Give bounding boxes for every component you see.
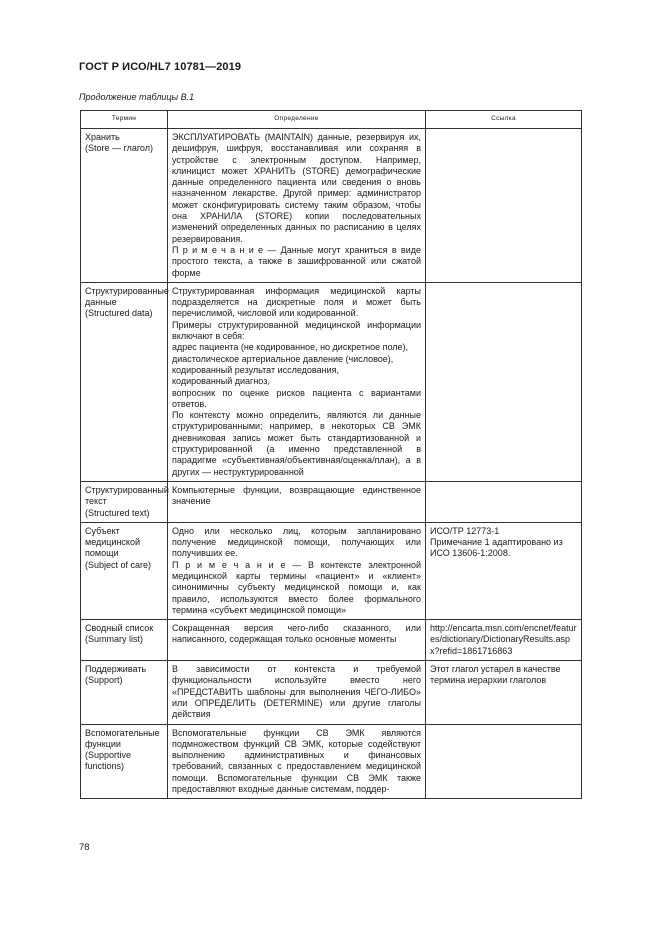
- term-cell: Структурированные данные (Structured data): [81, 282, 168, 481]
- definition-paragraph: По контексту можно определить, являются ли данные структурированными; например, в некоторых СВ ЭМК дневниковая запись может быть стандартизованной и структурированной (а именно представленной в парадигме «субъективная/объективная/оценка/план), а в других — неструктурированной: [172, 410, 421, 477]
- reference-cell: http://encarta.msn.com/encnet/features/dictionary/DictionaryResults.aspx?refid=1861716863: [426, 620, 582, 661]
- definition-paragraph: кодированный результат исследования,: [172, 364, 339, 375]
- definition-paragraph: ЭКСПЛУАТИРОВАТЬ (MAINTAIN) данные, резервируя их, дешифруя, шифруя, восстанавливая или сохраняя в устройстве с электронным доступом. Например, клиницист может ХРАНИТЬ (STORE) демографические данные определенного пациента или сведения о вновь назначенном лекарстве. Другой пример: администратор может сконфигурировать систему таким образом, чтобы она ХРАНИЛА (STORE) копии последовательных изменений определенных данных по расписанию в целях резервирования.: [172, 132, 421, 244]
- definition-cell: [168, 522, 426, 619]
- column-header-definition: Определение: [168, 111, 426, 129]
- table-row: [81, 661, 582, 724]
- term-cell: Структурированный текст (Structured text): [81, 481, 168, 522]
- definition-cell: [168, 620, 426, 661]
- definition-paragraph: диастолическое артериальное давление (числовое),: [172, 353, 394, 364]
- definition-paragraph: Сокращенная версия чего-либо сказанного, или написанного, содержащая только основные моменты: [172, 623, 421, 645]
- definition-cell: [168, 481, 426, 522]
- definition-cell: [168, 661, 426, 724]
- definition-paragraph: В зависимости от контекста и требуемой функциональности используйте вместо него «ПРЕДСТАВИТЬ шаблоны для выполнения ЧЕГО-ЛИБО» или ОПРЕДЕЛИТЬ (DETERMINE) или другие глаголы действия: [172, 664, 421, 720]
- definition-paragraph: кодированный диагноз,: [172, 376, 270, 387]
- reference-cell: [426, 129, 582, 283]
- table-row: [81, 481, 582, 522]
- definition-paragraph: Примеры структурированной медицинской информации включают в себя:: [172, 319, 421, 342]
- column-header-reference: Ссылка: [426, 111, 582, 129]
- table-row: [81, 282, 582, 481]
- reference-cell: Этот глагол устарел в качестве термина иерархии глаголов: [426, 661, 582, 724]
- table-row: [81, 129, 582, 283]
- reference-cell: [426, 282, 582, 481]
- definition-paragraph: П р и м е ч а н и е — В контексте электронной медицинской карты термины «пациент» и «клиент» синонимичны субъекту медицинской помощи и, как правило, используются вместо более формального термина «субъект медицинской помощи»: [172, 559, 421, 615]
- table-row: [81, 724, 582, 799]
- reference-cell: [426, 481, 582, 522]
- term-cell: Субъект медицинской помощи (Subject of care): [81, 522, 168, 619]
- reference-cell: [426, 724, 582, 799]
- definition-paragraph: П р и м е ч а н и е — Данные могут храниться в виде простого текста, а также в зашифрованной или сжатой форме: [172, 244, 421, 278]
- column-header-term: Термин: [81, 111, 168, 129]
- reference-cell: ИСО/ТР 12773-1 Примечание 1 адаптировано из ИСО 13606-1:2008.: [426, 522, 582, 619]
- definition-paragraph: Структурированная информация медицинской карты подразделяется на дискретные поля и может быть перечислимой, числовой или кодированной.: [172, 285, 421, 319]
- term-cell: Хранить (Store — глагол): [81, 129, 168, 283]
- document-header: ГОСТ Р ИСО/HL7 10781—2019: [79, 61, 242, 73]
- definition-paragraph: Компьютерные функции, возвращающие единственное значение: [172, 484, 421, 507]
- definition-cell: [168, 724, 426, 799]
- table-row: [81, 522, 582, 619]
- term-cell: Вспомогательные функции (Supportive functions): [81, 724, 168, 799]
- definition-paragraph: вопросник по оценке рисков пациента с вариантами ответов.: [172, 387, 421, 409]
- table-header-row: [81, 111, 582, 129]
- definitions-table: [80, 110, 582, 799]
- definition-paragraph: Одно или несколько лиц, которым запланировано получение медицинской помощи, получающих или получивших ее.: [172, 525, 421, 559]
- table-row: [81, 620, 582, 661]
- definition-paragraph: адрес пациента (не кодированное, но дискретное поле),: [172, 342, 409, 353]
- definition-paragraph: Вспомогательные функции СВ ЭМК являются подмножеством функций СВ ЭМК, которые содействуют выполнению административных и финансовых требований, связанных с предоставлением медицинской помощи. Вспомогательные функции СВ ЭМК также предоставляют входные данные системам, поддер-: [172, 727, 421, 795]
- page-number: 78: [79, 842, 90, 853]
- term-cell: Поддерживать (Support): [81, 661, 168, 724]
- table-caption: Продолжение таблицы В.1: [79, 92, 195, 102]
- definition-cell: [168, 282, 426, 481]
- term-cell: Сводный список (Summary list): [81, 620, 168, 661]
- definition-cell: [168, 129, 426, 283]
